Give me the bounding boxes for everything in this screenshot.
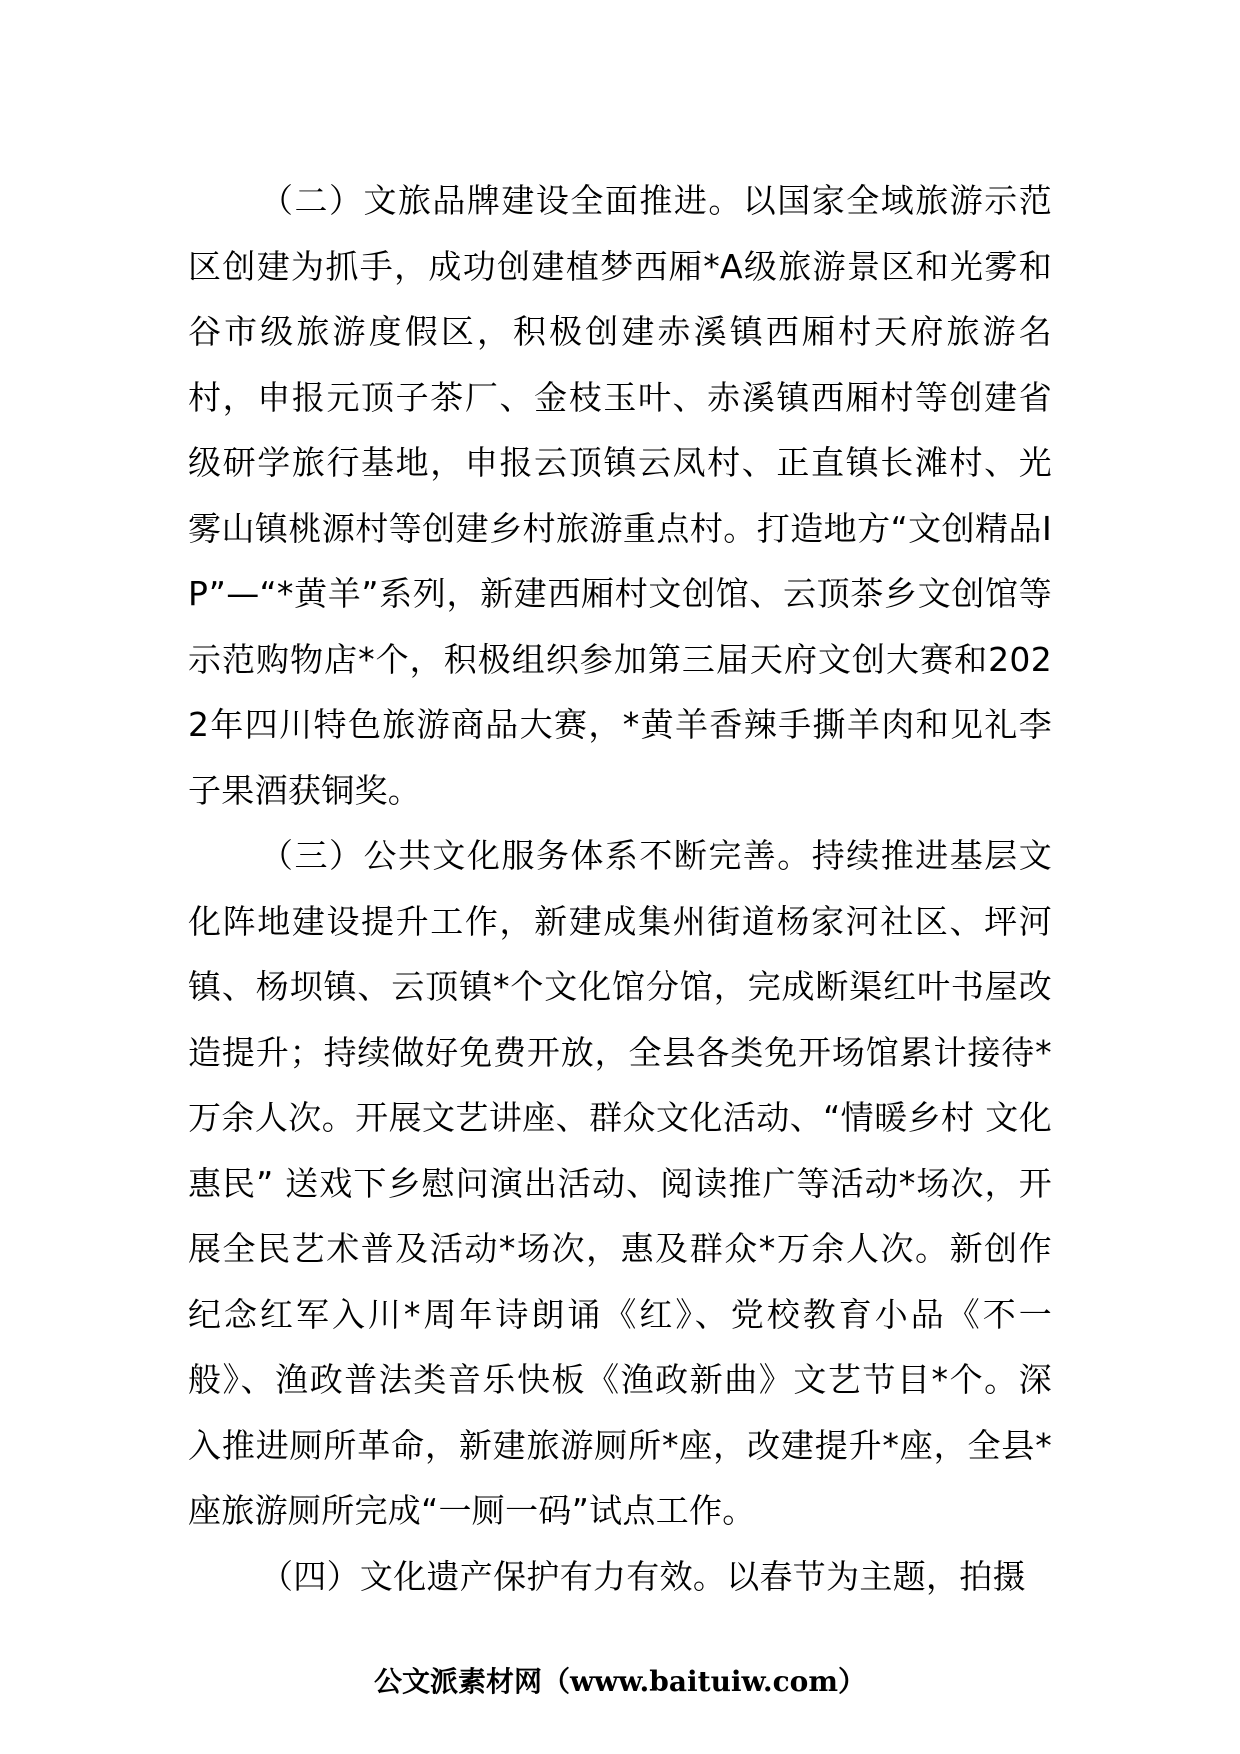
paragraph-brand-building: （二）文旅品牌建设全面推进。以国家全域旅游示范区创建为抓手，成功创建植梦西厢*A级旅游景区和光雾和谷市级旅游度假区，积极创建赤溪镇西厢村天府旅游名村，申报元顶子茶厂、金枝玉叶、赤溪镇西厢村等创建省级研学旅行基地，申报云顶镇云凤村、正直镇长滩村、光雾山镇桃源村等创建乡村旅游重点村。打造地方“文创精品IP”—“*黄羊”系列，新建西厢村文创馆、云顶茶乡文创馆等示范购物店*个，积极组织参加第三届天府文创大赛和2022年四川特色旅游商品大赛，*黄羊香辣手撕羊肉和见礼李子果酒获铜奖。 [188,181,1052,810]
footer-watermark: 公文派素材网（www.baituiw.com） [374,1665,866,1698]
document-body [188,168,1052,1609]
paragraph-heritage-protection: （四）文化遗产保护有力有效。以春节为主题，拍摄 [260,1556,1026,1596]
paragraph-public-culture: （三）公共文化服务体系不断完善。持续推进基层文化阵地建设提升工作，新建成集州街道杨家河社区、坪河镇、杨坝镇、云顶镇*个文化馆分馆，完成断渠红叶书屋改造提升；持续做好免费开放，全县各类免开场馆累计接待*万余人次。开展文艺讲座、群众文化活动、“情暖乡村 文化惠民” 送戏下乡慰问演出活动、阅读推广等活动*场次，开展全民艺术普及活动*场次，惠及群众*万余人次。新创作纪念红军入川*周年诗朗诵《红》、党校教育小品《不一般》、渔政普法类音乐快板《渔政新曲》文艺节目*个。深入推进厕所革命，新建旅游厕所*座，改建提升*座，全县*座旅游厕所完成“一厕一码”试点工作。 [188,836,1052,1530]
